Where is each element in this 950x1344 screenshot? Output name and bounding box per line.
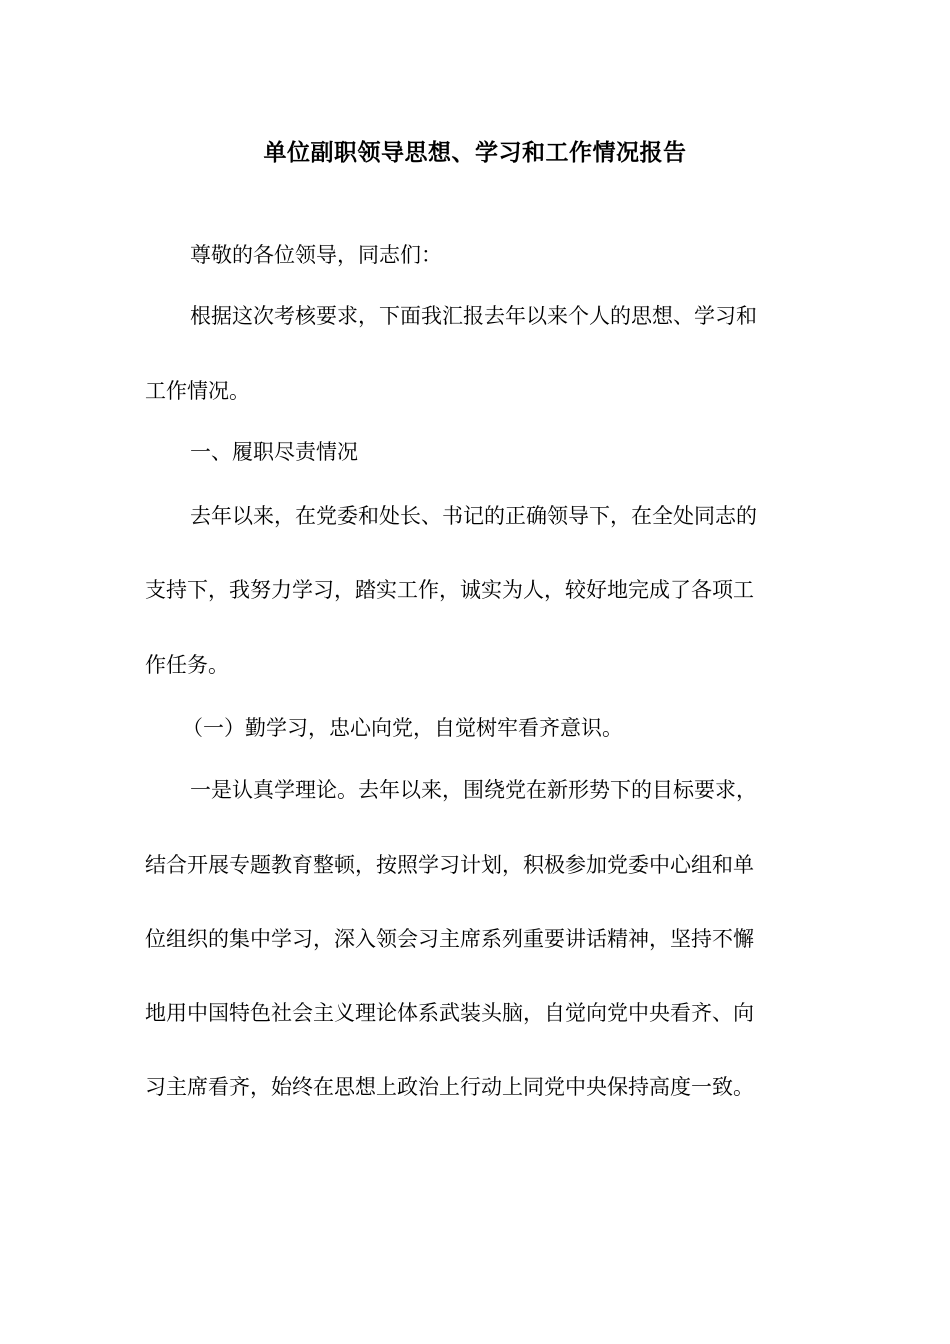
subsection-heading: （一）勤学习，忠心向党，自觉树牢看齐意识。: [182, 716, 623, 740]
salutation: 尊敬的各位领导，同志们：: [190, 243, 442, 267]
paragraph-line: 工作情况。: [145, 379, 250, 403]
paragraph-line: 根据这次考核要求，下面我汇报去年以来个人的思想、学习和: [190, 304, 757, 328]
paragraph-line: 支持下，我努力学习，踏实工作，诚实为人，较好地完成了各项工: [145, 578, 754, 602]
paragraph-line: 去年以来，在党委和处长、书记的正确领导下，在全处同志的: [190, 504, 757, 528]
paragraph-line: 作任务。: [145, 653, 229, 677]
paragraph-line: 一是认真学理论。去年以来，围绕党在新形势下的目标要求，: [190, 778, 757, 802]
paragraph-line: 习主席看齐，始终在思想上政治上行动上同党中央保持高度一致。: [145, 1075, 754, 1099]
document-title: 单位副职领导思想、学习和工作情况报告: [263, 139, 687, 166]
section-heading: 一、履职尽责情况: [190, 440, 358, 464]
paragraph-line: 地用中国特色社会主义理论体系武装头脑，自觉向党中央看齐、向: [145, 1001, 754, 1025]
paragraph-line: 结合开展专题教育整顿，按照学习计划，积极参加党委中心组和单: [145, 853, 754, 877]
paragraph-line: 位组织的集中学习，深入领会习主席系列重要讲话精神，坚持不懈: [145, 927, 754, 951]
